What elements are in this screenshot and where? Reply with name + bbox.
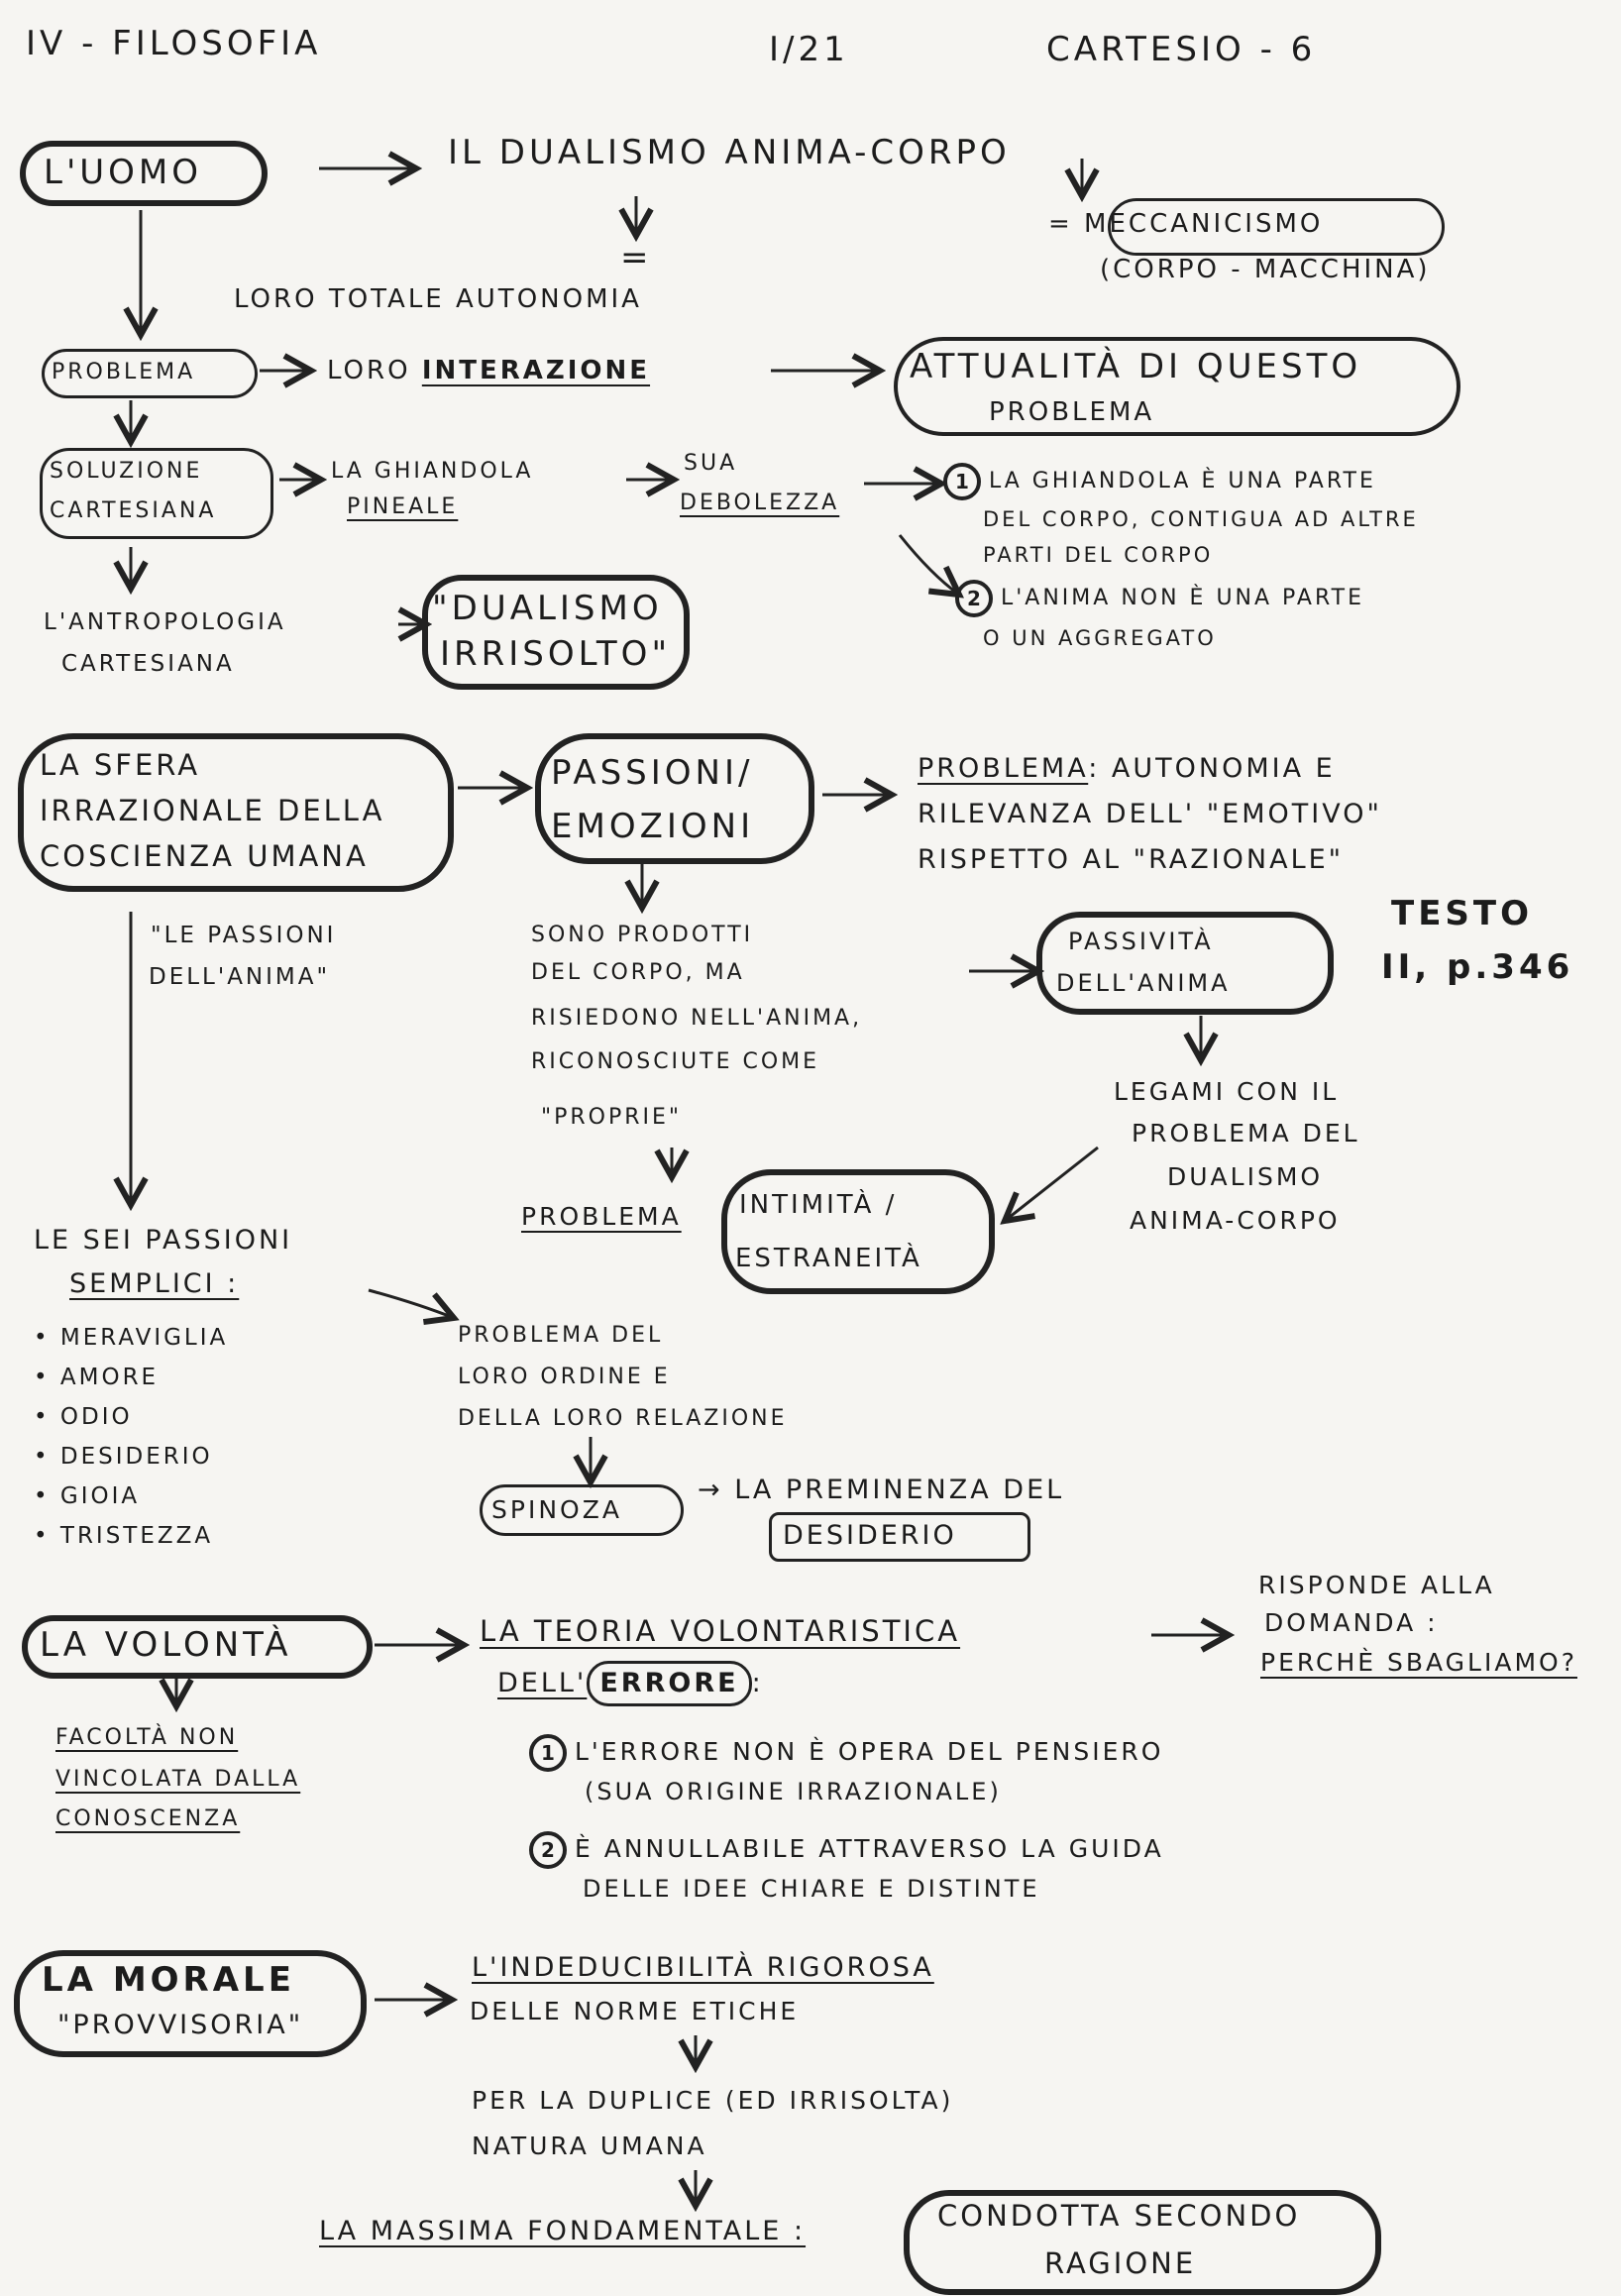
passione-item-6: • TRISTEZZA xyxy=(34,1523,214,1549)
natura-line-1: PER LA DUPLICE (ED IRRISOLTA) xyxy=(472,2086,954,2115)
indeducibilita-line-1: L'INDEDUCIBILITÀ RIGOROSA xyxy=(472,1952,934,1983)
passione-item-4-label: DESIDERIO xyxy=(59,1444,213,1470)
autonomia-label: LORO TOTALE AUTONOMIA xyxy=(234,284,642,314)
ordine-line-1: PROBLEMA DEL xyxy=(458,1323,664,1348)
errore-point-1-line-1: L'ERRORE NON È OPERA DEL PENSIERO xyxy=(575,1737,1164,1766)
equals-sign: = xyxy=(620,238,653,277)
legami-line-2: PROBLEMA DEL xyxy=(1132,1119,1360,1148)
point-2-line-2: O UN AGGREGATO xyxy=(983,626,1217,650)
interazione-label: INTERAZIONE xyxy=(421,356,651,385)
massima-label: LA MASSIMA FONDAMENTALE : xyxy=(319,2216,807,2246)
point-2-badge: 2 xyxy=(955,580,993,617)
risponde-line-2: DOMANDA : xyxy=(1264,1608,1439,1637)
ordine-line-2: LORO ORDINE E xyxy=(458,1365,671,1389)
sono-line-4: RICONOSCIUTE COME xyxy=(531,1049,820,1074)
natura-line-2: NATURA UMANA xyxy=(472,2132,707,2160)
sfera-line-2: IRRAZIONALE DELLA xyxy=(40,794,385,827)
risponde-line-3: PERCHÈ SBAGLIAMO? xyxy=(1260,1648,1577,1677)
legami-line-3: DUALISMO xyxy=(1167,1162,1324,1191)
soluzione-line-2: CARTESIANA xyxy=(50,498,217,523)
facolta-line-3: CONOSCENZA xyxy=(55,1806,241,1831)
volonta-node: LA VOLONTÀ xyxy=(40,1625,292,1665)
point-2-line-1: L'ANIMA NON È UNA PARTE xyxy=(1001,586,1364,610)
passione-item-3-label: ODIO xyxy=(59,1404,133,1430)
passione-item-6-label: TRISTEZZA xyxy=(59,1523,214,1549)
emotivo-problema-label: PROBLEMA xyxy=(918,753,1089,784)
dualismo-title: IL DUALISMO ANIMA-CORPO xyxy=(448,133,1011,172)
errore-label: ERRORE xyxy=(587,1661,751,1706)
sei-passioni-line-2: SEMPLICI : xyxy=(69,1268,240,1299)
errore-point-1-line-2: (SUA ORIGINE IRRAZIONALE) xyxy=(585,1778,1002,1805)
passivita-line-2: DELL'ANIMA xyxy=(1056,969,1231,997)
interazione-prefix: LORO xyxy=(327,356,422,385)
teoria-line-1: LA TEORIA VOLONTARISTICA xyxy=(480,1614,961,1648)
intimita-line-1: INTIMITÀ / xyxy=(739,1190,898,1220)
testo-ref-line-1: TESTO xyxy=(1391,894,1534,933)
passioni-anima-quote-2: DELL'ANIMA" xyxy=(149,964,331,990)
point-1-line-1: LA GHIANDOLA È UNA PARTE xyxy=(989,469,1376,493)
legami-line-1: LEGAMI CON IL xyxy=(1114,1077,1340,1106)
point-1-line-2: DEL CORPO, CONTIGUA AD ALTRE xyxy=(983,507,1419,531)
ghiandola-line-1: LA GHIANDOLA xyxy=(331,459,534,484)
errore-point-1-badge: 1 xyxy=(529,1734,567,1772)
attualita-line-1: ATTUALITÀ DI QUESTO xyxy=(910,347,1362,386)
morale-line-1: LA MORALE xyxy=(42,1960,295,2000)
testo-ref-line-2: II, p.346 xyxy=(1381,947,1574,987)
passione-item-5: • GIOIA xyxy=(34,1483,141,1509)
attualita-line-2: PROBLEMA xyxy=(989,397,1155,427)
sfera-line-1: LA SFERA xyxy=(40,748,201,782)
morale-line-2: "PROVVISORIA" xyxy=(57,2010,304,2040)
intimita-line-2: ESTRANEITÀ xyxy=(735,1244,922,1273)
point-1-line-3: PARTI DEL CORPO xyxy=(983,543,1214,567)
point-1-badge: 1 xyxy=(943,463,981,500)
uomo-node: L'UOMO xyxy=(44,153,203,192)
intimita-problema-label: PROBLEMA xyxy=(521,1202,682,1231)
passione-item-4: • DESIDERIO xyxy=(34,1444,213,1470)
sono-line-2: DEL CORPO, MA xyxy=(531,960,745,985)
debolezza-line-2: DEBOLEZZA xyxy=(680,491,840,515)
sono-line-1: SONO PRODOTTI xyxy=(531,923,754,947)
sfera-line-3: COSCIENZA UMANA xyxy=(40,839,369,873)
preminenza-line-2: DESIDERIO xyxy=(783,1520,957,1551)
passione-item-1: • MERAVIGLIA xyxy=(34,1325,229,1351)
emotivo-problema-line-3: RISPETTO AL "RAZIONALE" xyxy=(918,844,1345,875)
irrisolto-line-2: IRRISOLTO" xyxy=(440,634,672,674)
sei-passioni-line-1: LE SEI PASSIONI xyxy=(34,1225,293,1256)
facolta-line-2: VINCOLATA DALLA xyxy=(55,1767,301,1792)
indeducibilita-line-2: DELLE NORME ETICHE xyxy=(470,1997,800,2025)
topic-label: CARTESIO - 6 xyxy=(1046,30,1317,69)
emozioni-line-1: PASSIONI/ xyxy=(551,753,754,793)
irrisolto-line-1: "DUALISMO xyxy=(432,589,663,628)
subject-label: IV - FILOSOFIA xyxy=(26,24,322,63)
emozioni-line-2: EMOZIONI xyxy=(551,807,755,846)
ghiandola-line-2: PINEALE xyxy=(347,494,459,519)
passione-item-1-label: MERAVIGLIA xyxy=(59,1325,229,1351)
passivita-line-1: PASSIVITÀ xyxy=(1068,928,1214,955)
errore-point-2-badge: 2 xyxy=(529,1831,567,1869)
soluzione-line-1: SOLUZIONE xyxy=(50,459,203,484)
preminenza-line-1: → LA PREMINENZA DEL xyxy=(698,1475,1065,1505)
passione-item-2: • AMORE xyxy=(34,1365,160,1390)
spinoza-label: SPINOZA xyxy=(491,1495,622,1524)
emotivo-problema-line-1: : AUTONOMIA E xyxy=(1088,753,1336,784)
sono-line-3: RISIEDONO NELL'ANIMA, xyxy=(531,1006,863,1031)
legami-line-4: ANIMA-CORPO xyxy=(1130,1206,1341,1235)
passione-item-3: • ODIO xyxy=(34,1404,133,1430)
ordine-line-3: DELLA LORO RELAZIONE xyxy=(458,1406,788,1431)
antropologia-line-2: CARTESIANA xyxy=(61,651,235,677)
facolta-line-1: FACOLTÀ NON xyxy=(55,1725,239,1750)
errore-point-2-line-2: DELLE IDEE CHIARE E DISTINTE xyxy=(583,1875,1040,1903)
passione-item-2-label: AMORE xyxy=(59,1365,160,1390)
corpo-macchina-label: (CORPO - MACCHINA) xyxy=(1100,255,1431,284)
teoria-line-2: DELL' xyxy=(497,1668,588,1698)
antropologia-line-1: L'ANTROPOLOGIA xyxy=(44,609,286,635)
condotta-line-2: RAGIONE xyxy=(1044,2246,1197,2280)
meccanicismo-label: = MECCANICISMO xyxy=(1048,209,1324,239)
emotivo-problema-line-2: RILEVANZA DELL' "EMOTIVO" xyxy=(918,799,1382,829)
passione-item-5-label: GIOIA xyxy=(59,1483,141,1509)
problema-node: PROBLEMA xyxy=(52,360,196,384)
passioni-anima-quote-1: "LE PASSIONI xyxy=(151,923,337,948)
teoria-colon: : xyxy=(751,1668,764,1698)
condotta-line-1: CONDOTTA SECONDO xyxy=(937,2199,1301,2233)
risponde-line-1: RISPONDE ALLA xyxy=(1258,1571,1495,1599)
sono-line-5: "PROPRIE" xyxy=(541,1105,683,1130)
debolezza-line-1: SUA xyxy=(684,451,738,476)
errore-point-2-line-1: È ANNULLABILE ATTRAVERSO LA GUIDA xyxy=(575,1834,1164,1863)
page-number: I/21 xyxy=(769,30,849,69)
